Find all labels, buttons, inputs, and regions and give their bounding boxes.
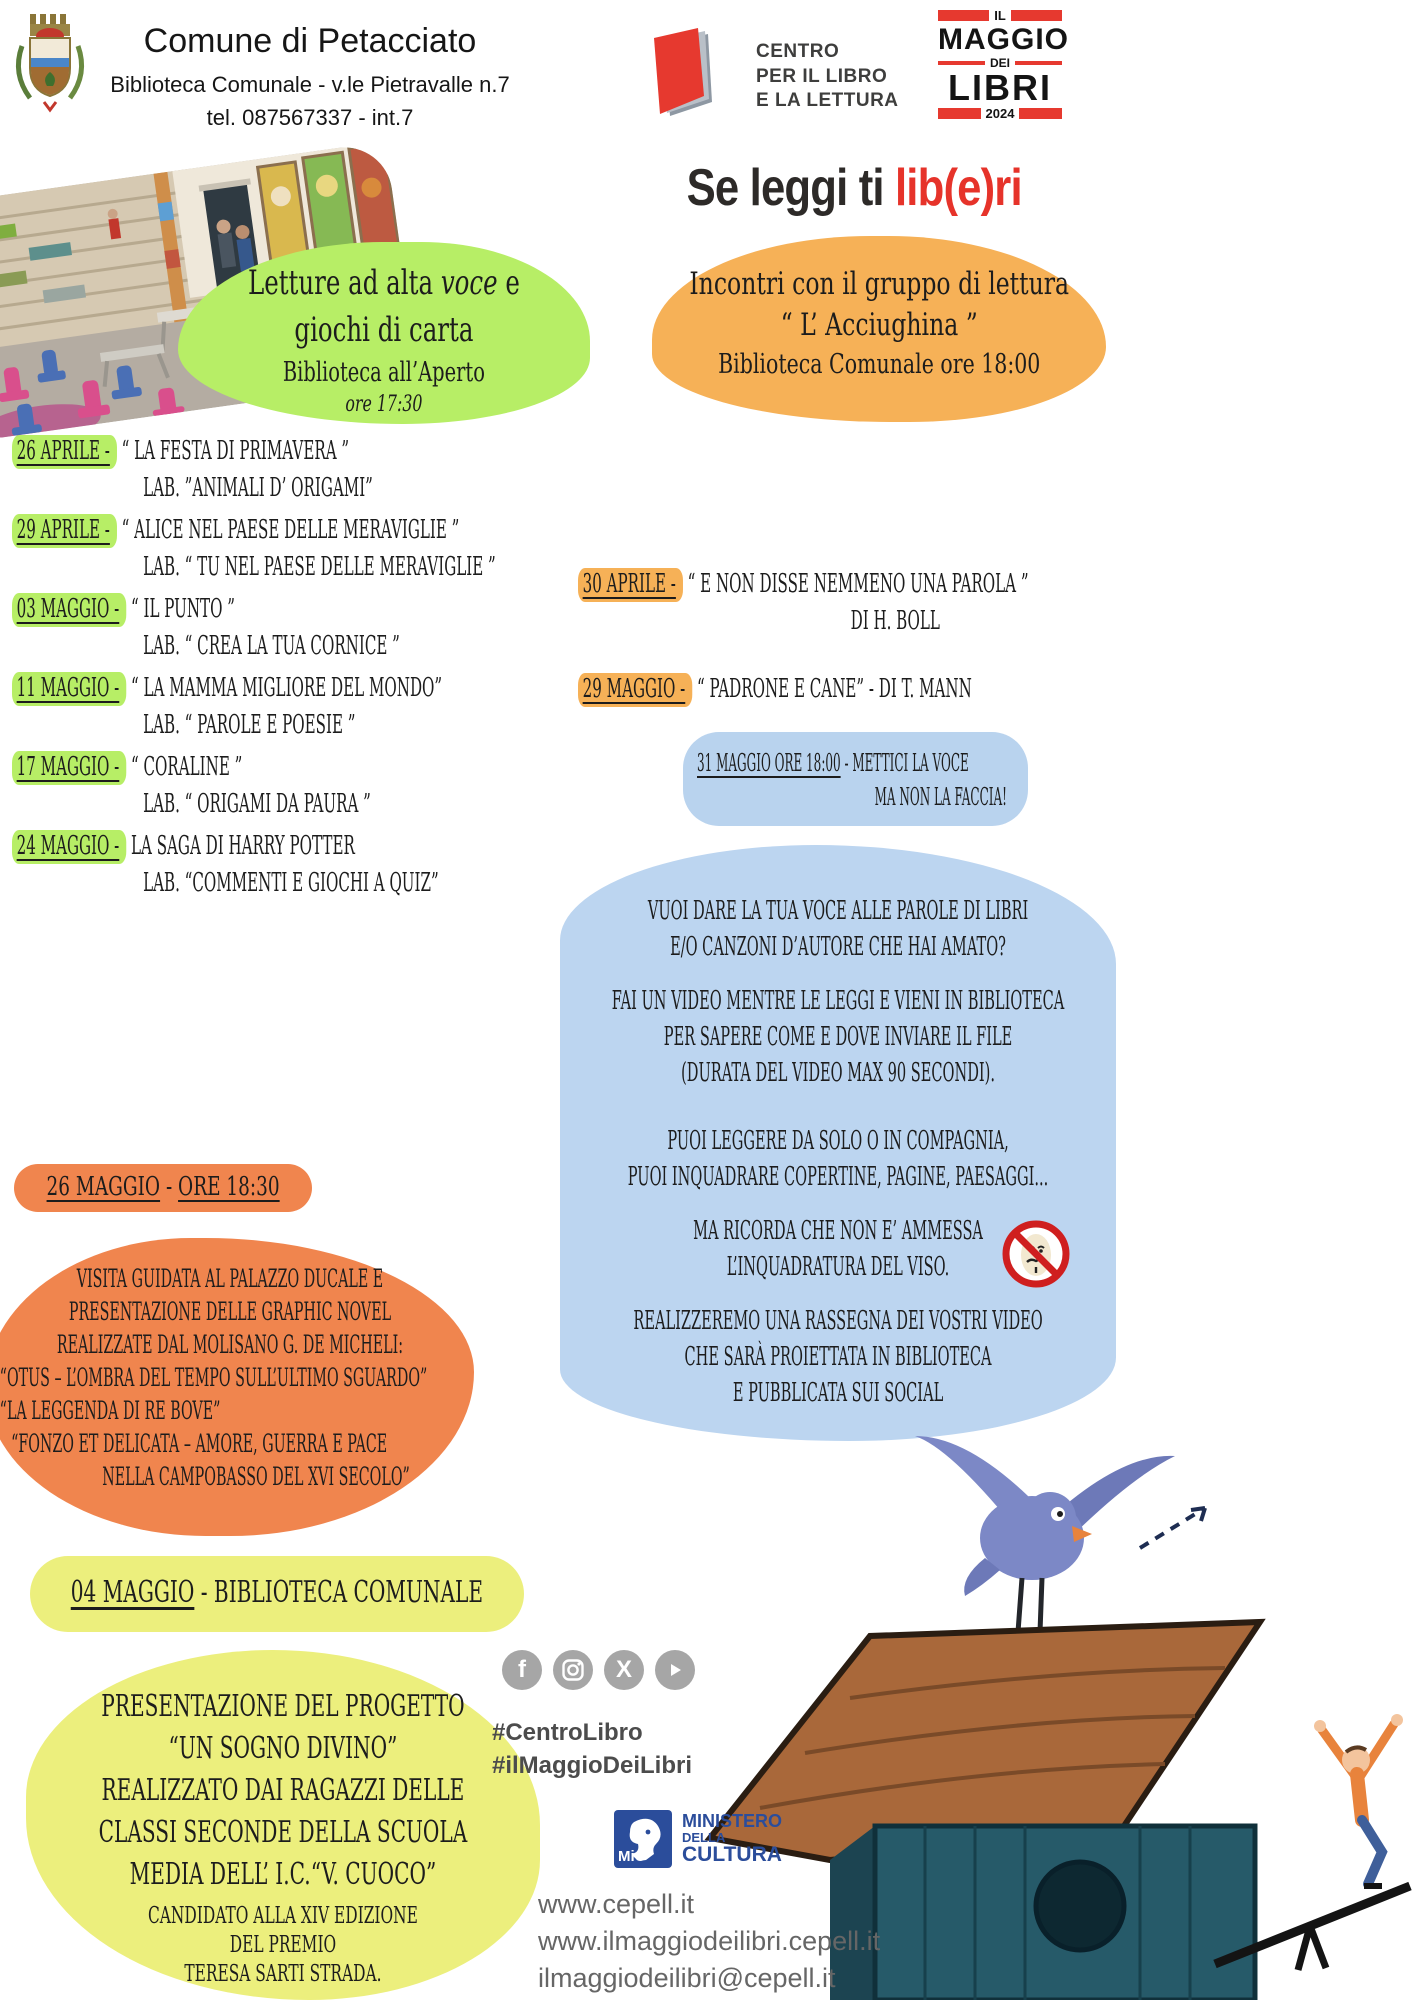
event-title-line <box>578 671 1117 708</box>
progetto-date: 04 MAGGIO <box>70 1575 195 1610</box>
green-blob-title-b: voce <box>440 263 498 303</box>
maggio-logo-dei: DEI <box>990 55 1011 70</box>
reading-events-list <box>12 433 569 907</box>
event-date: 29 MAGGIO - <box>578 673 692 707</box>
event-lab: LAB. “ ORIGAMI DA PAURA ” <box>143 789 371 819</box>
event-title: “ CORALINE ” <box>131 752 243 782</box>
maggio-logo-libri: LIBRI <box>948 66 1052 108</box>
event-lab: LAB. ”ANIMALI D’ ORIGAMI” <box>143 473 373 503</box>
youtube-icon[interactable] <box>655 1650 695 1690</box>
campaign-slogan <box>598 158 1110 218</box>
x-icon[interactable] <box>604 1650 644 1690</box>
orange-blob-group-name: “ L’ Acciughina ” <box>780 307 978 343</box>
project-title: “UN SOGNO DIVINO” <box>168 1731 398 1766</box>
cepell-line: CENTRO <box>756 41 840 62</box>
red-bar <box>938 108 981 119</box>
event-item <box>12 670 569 744</box>
mic-wordmark <box>682 1812 782 1866</box>
event-date: 24 MAGGIO - <box>12 830 126 864</box>
no-face-allowed-icon <box>1002 1220 1070 1288</box>
event-item <box>12 591 569 665</box>
event-title-line <box>578 566 1117 603</box>
green-event-blob <box>178 242 590 424</box>
orange-event-blob <box>652 236 1106 422</box>
event-title-line <box>12 670 569 707</box>
event-lab: LAB. “ CREA LA TUA CORNICE ” <box>143 631 400 661</box>
red-bar <box>1019 108 1062 119</box>
award-note-line: TERESA SARTI STRADA. <box>184 1961 382 1987</box>
mic-line: CULTURA <box>682 1843 782 1867</box>
mic-text: MiC <box>618 1848 646 1865</box>
red-bar <box>938 10 989 21</box>
blob-text-line: PER SAPERE COME E DOVE INVIARE IL FILE <box>663 1022 1013 1052</box>
blob-text-line: VUOI DARE LA TUA VOCE ALLE PAROLE DI LIBRI <box>647 896 1029 926</box>
green-blob-title-line1 <box>178 260 590 307</box>
event-item <box>12 433 569 507</box>
municipal-coat-of-arms <box>8 6 92 116</box>
facebook-icon[interactable] <box>502 1650 542 1690</box>
event-date: 03 MAGGIO - <box>12 593 126 627</box>
blob-paragraph <box>560 1303 1116 1411</box>
blob-text-line: CHE SARÀ PROIETTATA IN BIBLIOTECA <box>684 1342 992 1372</box>
blob-text-line: VISITA GUIDATA AL PALAZZO DUCALE E <box>76 1264 384 1293</box>
event-lab: LAB. “COMMENTI E GIOCHI A QUIZ” <box>143 868 439 898</box>
blob-text-line: REALIZZATE DAL MOLISANO G. DE MICHELI: <box>56 1330 404 1359</box>
blob-text-line: REALIZZATO DAI RAGAZZI DELLE <box>101 1773 465 1808</box>
red-bar <box>1015 61 1062 65</box>
social-icons <box>502 1650 695 1690</box>
green-blob-title-line2: giochi di carta <box>294 310 474 350</box>
cepell-line: E LA LETTURA <box>756 90 899 112</box>
footer-links <box>538 1886 880 1997</box>
event-title: “ ALICE NEL PAESE DELLE MERAVIGLIE ” <box>121 515 460 545</box>
green-blob-time: ore 17:30 <box>345 392 423 417</box>
open-book-icon <box>646 24 742 124</box>
event-title: “ PADRONE E CANE” - DI T. MANN <box>697 674 972 704</box>
visita-date-line <box>14 1164 312 1202</box>
event-title-line <box>12 433 569 470</box>
event-title: “ IL PUNTO ” <box>131 594 235 624</box>
blob-text-line: MEDIA DELL’ I.C.“V. CUOCO” <box>129 1857 437 1892</box>
mic-line: MINISTERO <box>682 1810 783 1831</box>
bird <box>915 1436 1175 1634</box>
book-title: “OTUS – L’OMBRA DEL TEMPO SULL’ULTIMO SGUARDO” <box>0 1363 428 1392</box>
blob-text-line: PRESENTAZIONE DELLE GRAPHIC NOVEL <box>68 1297 392 1326</box>
event-title-line <box>12 828 569 865</box>
award-note-line: DEL PREMIO <box>229 1932 337 1958</box>
cepell-logo-text <box>756 40 899 124</box>
slogan-red-part: lib(e)ri <box>895 159 1022 217</box>
website-link[interactable]: www.cepell.it <box>538 1889 695 1919</box>
blob-text-line: PRESENTAZIONE DEL PROGETTO <box>101 1689 465 1724</box>
hashtag: #ilMaggioDeiLibri <box>492 1752 693 1779</box>
event-lab: LAB. “ PAROLE E POESIE ” <box>143 710 356 740</box>
event-item <box>12 749 569 823</box>
book-club-events-list <box>578 566 1117 713</box>
library-phone: tel. 087567337 - int.7 <box>206 105 414 130</box>
visita-time: ORE 18:30 <box>178 1172 280 1202</box>
maggio-dei-libri-logo <box>938 8 1069 121</box>
progetto-location: - BIBLIOTECA COMUNALE <box>194 1575 484 1610</box>
blob-text-line: CLASSI SECONDE DELLA SCUOLA <box>98 1815 468 1850</box>
event-date: 17 MAGGIO - <box>12 751 126 785</box>
slogan-dark-part: Se leggi ti <box>686 159 896 217</box>
banner-title: - METTICI LA VOCE <box>840 749 969 777</box>
event-date: 29 APRILE - <box>12 514 117 548</box>
blob-text-line: L’INQUADRATURA DEL VISO. <box>726 1252 950 1282</box>
orange-blob-location: Biblioteca Comunale ore 18:00 <box>718 349 1041 380</box>
progetto-date-line <box>30 1556 524 1610</box>
ministero-cultura-logo <box>614 1810 782 1868</box>
blob-text-line: MA RICORDA CHE NON E’ AMMESSA <box>693 1216 983 1246</box>
maggio-logo-word: MAGGIO <box>938 23 1069 56</box>
event-item <box>578 671 1117 708</box>
blob-paragraph <box>560 893 1116 965</box>
event-item <box>12 512 569 586</box>
guided-tour-blob <box>0 1238 474 1536</box>
website-link[interactable]: www.ilmaggiodeilibri.cepell.it <box>538 1926 881 1956</box>
book-title-continued: NELLA CAMPOBASSO DEL XVI SECOLO” <box>102 1462 410 1491</box>
blob-text-line: (DURATA DEL VIDEO MAX 90 SECONDI). <box>681 1058 995 1088</box>
event-date: 30 APRILE - <box>578 568 683 602</box>
orange-blob-title-line1: Incontri con il gruppo di lettura <box>689 266 1070 302</box>
event-lab: LAB. “ TU NEL PAESE DELLE MERAVIGLIE ” <box>143 552 496 582</box>
blob-text-line: FAI UN VIDEO MENTRE LE LEGGI E VIENI IN BIBLIOTECA <box>611 986 1065 1016</box>
event-item <box>12 828 569 902</box>
blob-paragraph <box>560 1123 1116 1195</box>
banner-line1 <box>697 746 1028 780</box>
event-date: 11 MAGGIO - <box>12 672 126 706</box>
green-blob-location: Biblioteca all’Aperto <box>282 357 485 388</box>
facebook-glyph: f <box>518 1656 526 1683</box>
email-link[interactable]: ilmaggiodeilibri@cepell.it <box>538 1963 836 1993</box>
campaign-hashtags <box>492 1716 692 1782</box>
event-item <box>578 566 1117 640</box>
red-bar <box>1011 10 1062 21</box>
book-title: “LA LEGGENDA DI RE BOVE” <box>0 1396 221 1425</box>
maggio-logo-year: 2024 <box>985 105 1015 121</box>
dashed-arrow <box>1140 1508 1205 1548</box>
school-project-blob <box>26 1650 540 2000</box>
page-title: Comune di Petacciato <box>143 22 477 60</box>
event-title: “ E NON DISSE NEMMENO UNA PAROLA ” <box>687 569 1029 599</box>
cepell-logo <box>646 24 899 124</box>
event-title-line <box>12 749 569 786</box>
mettici-la-voce-banner <box>683 732 1028 826</box>
blob-paragraph <box>560 983 1116 1091</box>
mic-line: DELLA <box>682 1829 726 1845</box>
award-note-line: CANDIDATO ALLA XIV EDIZIONE <box>148 1903 418 1929</box>
library-address: Biblioteca Comunale - v.le Pietravalle n.7 <box>110 72 510 97</box>
blob-text-line: E PUBBLICATA SUI SOCIAL <box>732 1378 944 1408</box>
event-title: “ LA MAMMA MIGLIORE DEL MONDO” <box>131 673 443 703</box>
cheering-figure <box>1314 1714 1403 1886</box>
hashtag: #CentroLibro <box>492 1719 643 1746</box>
separator: - <box>160 1172 179 1202</box>
green-blob-title-a: Letture ad alta <box>247 263 441 303</box>
event-date: 26 APRILE - <box>12 435 117 469</box>
progetto-date-pill <box>30 1556 524 1632</box>
banner-date: 31 MAGGIO ORE 18:00 <box>697 749 841 777</box>
blob-text-line: E/O CANZONI D’AUTORE CHE HAI AMATO? <box>670 932 1006 962</box>
cepell-line: PER IL LIBRO <box>756 65 888 87</box>
visita-date: 26 MAGGIO <box>46 1172 161 1202</box>
book-title: “FONZO ET DELICATA – AMORE, GUERRA E PACE <box>11 1429 388 1458</box>
event-title: LA SAGA DI HARRY POTTER <box>131 831 355 861</box>
blob-text-line: PUOI INQUADRARE COPERTINE, PAGINE, PAESAGGI... <box>627 1162 1049 1192</box>
event-title: “ LA FESTA DI PRIMAVERA ” <box>121 436 350 466</box>
event-title-line <box>12 512 569 549</box>
x-glyph: X <box>615 1656 632 1683</box>
maggio-logo-il: IL <box>994 8 1006 23</box>
municipality-header <box>88 22 532 131</box>
visita-date-pill <box>14 1164 312 1212</box>
green-blob-title-c: e <box>497 263 520 303</box>
instagram-icon[interactable] <box>553 1650 593 1690</box>
blob-text-line: REALIZZEREMO UNA RASSEGNA DEI VOSTRI VIDEO <box>633 1306 1043 1336</box>
event-author: DI H. BOLL <box>850 606 940 636</box>
banner-line2: MA NON LA FACCIA! <box>874 783 1007 811</box>
blob-text-line: PUOI LEGGERE DA SOLO O IN COMPAGNIA, <box>667 1126 1009 1156</box>
event-title-line <box>12 591 569 628</box>
video-initiative-blob <box>560 845 1116 1441</box>
red-bar <box>938 61 985 65</box>
mic-badge <box>614 1810 672 1868</box>
